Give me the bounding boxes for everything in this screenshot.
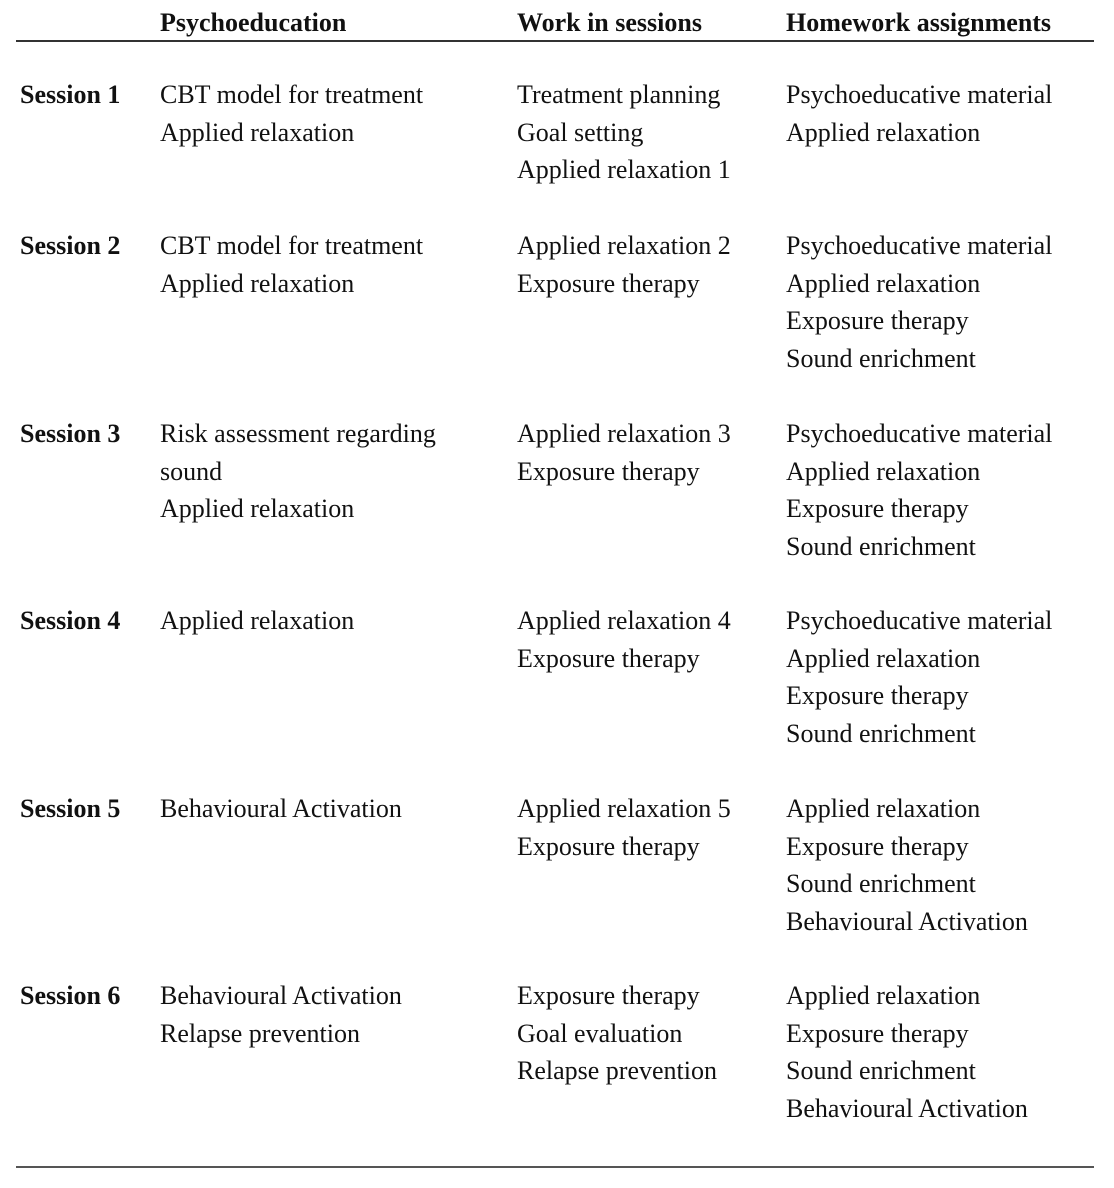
cell-line: Applied relaxation <box>786 643 981 673</box>
cell-line: Relapse prevention <box>517 1056 717 1085</box>
cell-line: Applied relaxation <box>160 117 355 147</box>
table-row <box>0 76 1114 226</box>
cell-line: Applied relaxation <box>160 268 355 298</box>
cell-line: CBT model for treatment <box>160 80 424 109</box>
header-work-in-sessions: Work in sessions <box>517 8 702 37</box>
header-psychoeducation: Psychoeducation <box>160 8 347 37</box>
cell-line: Applied relaxation <box>786 981 981 1010</box>
cell-line: Psychoeducative material <box>786 231 1053 260</box>
work-in-sessions-cell <box>517 227 731 302</box>
homework-cell <box>786 76 1052 151</box>
cell-line: CBT model for treatment <box>160 231 424 260</box>
cell-line: Applied relaxation <box>786 268 981 298</box>
cell-line: Exposure therapy <box>786 681 969 710</box>
psychoeducation-cell <box>160 790 402 828</box>
work-in-sessions-cell <box>517 790 731 865</box>
psychoeducation-cell <box>160 415 436 528</box>
cell-line: Sound enrichment <box>786 869 976 898</box>
cell-line: Exposure therapy <box>517 268 700 298</box>
session-label: Session 4 <box>20 606 121 635</box>
session-label: Session 3 <box>20 419 121 448</box>
psychoeducation-cell <box>160 977 402 1052</box>
cell-line: Goal evaluation <box>517 1018 683 1048</box>
cell-line: Sound enrichment <box>786 1056 976 1085</box>
cell-line: Behavioural Activation <box>786 1093 1028 1123</box>
cell-line: Risk assessment regarding <box>160 419 436 448</box>
table-row <box>0 415 1114 565</box>
cell-line: Psychoeducative material <box>786 80 1053 109</box>
cell-line: Behavioural Activation <box>160 981 402 1010</box>
psychoeducation-cell <box>160 76 423 151</box>
cell-line: Behavioural Activation <box>786 906 1028 936</box>
cell-line: Exposure therapy <box>517 643 700 673</box>
work-in-sessions-cell <box>517 602 731 677</box>
homework-cell <box>786 415 1052 565</box>
session-label: Session 2 <box>20 231 121 260</box>
cell-line: Exposure therapy <box>517 456 700 486</box>
cell-line: Exposure therapy <box>517 981 700 1010</box>
table-row <box>0 602 1114 752</box>
psychoeducation-cell <box>160 602 354 640</box>
table-row <box>0 790 1114 940</box>
homework-cell <box>786 227 1052 377</box>
cell-line: Goal setting <box>517 117 644 147</box>
cell-line: Exposure therapy <box>786 1018 969 1048</box>
work-in-sessions-cell <box>517 76 731 189</box>
cell-line: Behavioural Activation <box>160 794 402 823</box>
cell-line: Sound enrichment <box>786 343 976 373</box>
cell-line: Exposure therapy <box>786 494 969 523</box>
cell-line: Applied relaxation <box>786 794 981 823</box>
cell-line: Exposure therapy <box>517 831 700 861</box>
session-label: Session 5 <box>20 794 121 823</box>
cell-line: Sound enrichment <box>786 718 976 748</box>
table-header <box>0 6 1114 40</box>
homework-cell <box>786 790 1028 940</box>
cell-line: Applied relaxation 2 <box>517 231 731 260</box>
cell-line: Applied relaxation <box>786 117 981 147</box>
cell-line: Exposure therapy <box>786 831 969 861</box>
homework-cell <box>786 602 1052 752</box>
cell-line: Applied relaxation 5 <box>517 794 731 823</box>
header-rule <box>16 40 1094 42</box>
cell-line: sound <box>160 456 223 486</box>
work-in-sessions-cell <box>517 415 731 490</box>
table-row <box>0 227 1114 377</box>
cell-line: Applied relaxation 3 <box>517 419 731 448</box>
psychoeducation-cell <box>160 227 423 302</box>
cell-line: Psychoeducative material <box>786 606 1053 635</box>
header-homework-assignments: Homework assignments <box>786 8 1052 37</box>
cell-line: Sound enrichment <box>786 531 976 561</box>
cell-line: Applied relaxation <box>160 494 355 523</box>
cell-line: Applied relaxation 1 <box>517 155 731 184</box>
cell-line: Exposure therapy <box>786 306 969 335</box>
cell-line: Psychoeducative material <box>786 419 1053 448</box>
bottom-rule <box>16 1166 1094 1168</box>
cell-line: Applied relaxation 4 <box>517 606 731 635</box>
table-row <box>0 977 1114 1127</box>
session-label: Session 6 <box>20 981 121 1010</box>
cell-line: Applied relaxation <box>786 456 981 486</box>
homework-cell <box>786 977 1028 1127</box>
session-label: Session 1 <box>20 80 121 109</box>
cell-line: Treatment planning <box>517 80 721 109</box>
work-in-sessions-cell <box>517 977 717 1090</box>
cell-line: Applied relaxation <box>160 606 355 635</box>
cell-line: Relapse prevention <box>160 1018 360 1048</box>
